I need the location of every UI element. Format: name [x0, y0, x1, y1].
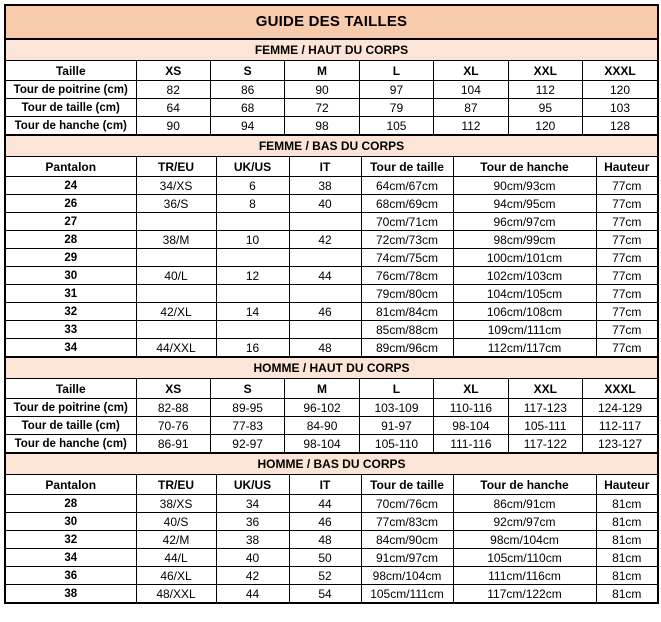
cell: 84-90 [285, 417, 359, 435]
cell: 92cm/97cm [453, 513, 596, 531]
cell: 48/XXL [136, 585, 216, 603]
cell: 64 [136, 99, 210, 117]
cell: 85cm/88cm [361, 321, 453, 339]
table-row [6, 417, 657, 435]
column-header: Tour de taille [361, 475, 453, 495]
cell [289, 213, 361, 231]
cell: 44/L [136, 549, 216, 567]
column-header: L [359, 61, 433, 81]
column-header: Taille [6, 379, 136, 399]
cell: 70-76 [136, 417, 210, 435]
section-homme-bas-du-corps [6, 452, 657, 602]
row-label: 29 [6, 249, 136, 267]
header-row [6, 475, 657, 495]
table-row [6, 585, 657, 603]
cell: 77-83 [210, 417, 284, 435]
cell: 77cm [596, 267, 657, 285]
cell [289, 285, 361, 303]
table-row [6, 435, 657, 453]
cell: 117-122 [508, 435, 582, 453]
cell: 105 [359, 117, 433, 135]
femme-bas-table [6, 157, 657, 356]
column-header: Taille [6, 61, 136, 81]
cell: 40/S [136, 513, 216, 531]
table-row [6, 513, 657, 531]
cell: 48 [289, 339, 361, 357]
table-row [6, 231, 657, 249]
cell: 111cm/116cm [453, 567, 596, 585]
cell: 105-110 [359, 435, 433, 453]
cell: 77cm/83cm [361, 513, 453, 531]
page-title: GUIDE DES TAILLES [6, 6, 657, 38]
cell: 105-111 [508, 417, 582, 435]
cell [136, 249, 216, 267]
cell: 112 [508, 81, 582, 99]
cell: 98 [285, 117, 359, 135]
row-label: 30 [6, 267, 136, 285]
cell [136, 213, 216, 231]
cell: 89cm/96cm [361, 339, 453, 357]
table-row [6, 339, 657, 357]
cell: 91cm/97cm [361, 549, 453, 567]
cell: 112-117 [583, 417, 657, 435]
table-row [6, 567, 657, 585]
cell: 68 [210, 99, 284, 117]
cell: 98-104 [434, 417, 508, 435]
header-row [6, 379, 657, 399]
cell: 42/M [136, 531, 216, 549]
row-label: Tour de taille (cm) [6, 99, 136, 117]
cell: 52 [289, 567, 361, 585]
column-header: XXXL [583, 379, 657, 399]
column-header: Pantalon [6, 157, 136, 177]
column-header: L [359, 379, 433, 399]
cell: 40 [216, 549, 289, 567]
cell: 81cm/84cm [361, 303, 453, 321]
column-header: UK/US [216, 475, 289, 495]
column-header: IT [289, 157, 361, 177]
cell: 70cm/76cm [361, 495, 453, 513]
row-label: 27 [6, 213, 136, 231]
table-row [6, 303, 657, 321]
cell: 103 [583, 99, 657, 117]
cell: 48 [289, 531, 361, 549]
cell: 77cm [596, 285, 657, 303]
column-header: Hauteur [596, 475, 657, 495]
column-header: UK/US [216, 157, 289, 177]
cell: 38 [289, 177, 361, 195]
cell: 16 [216, 339, 289, 357]
cell: 8 [216, 195, 289, 213]
cell [289, 321, 361, 339]
column-header: XXL [508, 379, 582, 399]
cell: 6 [216, 177, 289, 195]
cell: 36/S [136, 195, 216, 213]
cell: 103-109 [359, 399, 433, 417]
column-header: XS [136, 379, 210, 399]
cell: 120 [583, 81, 657, 99]
row-label: Tour de poitrine (cm) [6, 81, 136, 99]
row-label: Tour de hanche (cm) [6, 435, 136, 453]
cell: 117cm/122cm [453, 585, 596, 603]
cell: 86 [210, 81, 284, 99]
cell: 104cm/105cm [453, 285, 596, 303]
cell: 46/XL [136, 567, 216, 585]
cell: 42 [289, 231, 361, 249]
cell: 77cm [596, 177, 657, 195]
table-row [6, 267, 657, 285]
table-row [6, 81, 657, 99]
cell: 81cm [596, 513, 657, 531]
cell: 38/XS [136, 495, 216, 513]
table-row [6, 321, 657, 339]
row-label: Tour de hanche (cm) [6, 117, 136, 135]
row-label: 36 [6, 567, 136, 585]
cell: 112 [434, 117, 508, 135]
column-header: Hauteur [596, 157, 657, 177]
column-header: M [285, 61, 359, 81]
cell: 110-116 [434, 399, 508, 417]
row-label: 32 [6, 303, 136, 321]
column-header: IT [289, 475, 361, 495]
column-header: S [210, 61, 284, 81]
cell: 123-127 [583, 435, 657, 453]
cell: 90 [285, 81, 359, 99]
cell [216, 213, 289, 231]
homme-bas-table [6, 475, 657, 602]
section-header-homme-haut: HOMME / HAUT DU CORPS [6, 356, 657, 379]
cell: 82 [136, 81, 210, 99]
header-row [6, 157, 657, 177]
row-label: 31 [6, 285, 136, 303]
column-header: XS [136, 61, 210, 81]
cell: 96cm/97cm [453, 213, 596, 231]
cell [136, 285, 216, 303]
table-row [6, 177, 657, 195]
cell [136, 321, 216, 339]
cell: 98cm/104cm [453, 531, 596, 549]
cell [216, 249, 289, 267]
cell: 77cm [596, 249, 657, 267]
cell: 89-95 [210, 399, 284, 417]
cell: 34 [216, 495, 289, 513]
cell: 38 [216, 531, 289, 549]
section-femme-haut-du-corps [6, 38, 657, 134]
cell: 104 [434, 81, 508, 99]
cell: 81cm [596, 495, 657, 513]
cell: 98cm/104cm [361, 567, 453, 585]
cell: 96-102 [285, 399, 359, 417]
column-header: XXL [508, 61, 582, 81]
section-header-homme-bas: HOMME / BAS DU CORPS [6, 452, 657, 475]
row-label: 28 [6, 231, 136, 249]
cell: 68cm/69cm [361, 195, 453, 213]
cell: 81cm [596, 585, 657, 603]
cell: 120 [508, 117, 582, 135]
cell: 72cm/73cm [361, 231, 453, 249]
section-header-femme-bas: FEMME / BAS DU CORPS [6, 134, 657, 157]
cell: 42 [216, 567, 289, 585]
column-header: M [285, 379, 359, 399]
row-label: 26 [6, 195, 136, 213]
cell: 105cm/110cm [453, 549, 596, 567]
cell: 77cm [596, 303, 657, 321]
cell: 84cm/90cm [361, 531, 453, 549]
row-label: Tour de poitrine (cm) [6, 399, 136, 417]
table-row [6, 117, 657, 135]
table-row [6, 399, 657, 417]
cell: 100cm/101cm [453, 249, 596, 267]
row-label: 28 [6, 495, 136, 513]
cell: 77cm [596, 339, 657, 357]
cell: 54 [289, 585, 361, 603]
cell: 87 [434, 99, 508, 117]
cell: 112cm/117cm [453, 339, 596, 357]
cell: 92-97 [210, 435, 284, 453]
table-row [6, 549, 657, 567]
column-header: XL [434, 61, 508, 81]
femme-haut-table [6, 61, 657, 134]
cell: 79cm/80cm [361, 285, 453, 303]
cell: 42/XL [136, 303, 216, 321]
table-row [6, 99, 657, 117]
cell: 98-104 [285, 435, 359, 453]
cell: 44 [289, 267, 361, 285]
cell: 90 [136, 117, 210, 135]
cell: 79 [359, 99, 433, 117]
cell: 12 [216, 267, 289, 285]
section-homme-haut-du-corps [6, 356, 657, 452]
row-label: 34 [6, 549, 136, 567]
row-label: 34 [6, 339, 136, 357]
column-header: Tour de hanche [453, 157, 596, 177]
row-label: 33 [6, 321, 136, 339]
cell: 117-123 [508, 399, 582, 417]
cell: 90cm/93cm [453, 177, 596, 195]
cell: 82-88 [136, 399, 210, 417]
cell: 74cm/75cm [361, 249, 453, 267]
cell: 91-97 [359, 417, 433, 435]
section-header-femme-haut: FEMME / HAUT DU CORPS [6, 38, 657, 61]
column-header: TR/EU [136, 475, 216, 495]
cell: 86cm/91cm [453, 495, 596, 513]
cell: 46 [289, 303, 361, 321]
cell: 72 [285, 99, 359, 117]
cell: 50 [289, 549, 361, 567]
table-row [6, 285, 657, 303]
cell: 10 [216, 231, 289, 249]
cell: 81cm [596, 549, 657, 567]
cell: 94 [210, 117, 284, 135]
cell: 36 [216, 513, 289, 531]
cell: 81cm [596, 567, 657, 585]
cell: 40 [289, 195, 361, 213]
cell: 77cm [596, 213, 657, 231]
cell: 76cm/78cm [361, 267, 453, 285]
cell: 106cm/108cm [453, 303, 596, 321]
cell: 98cm/99cm [453, 231, 596, 249]
cell: 77cm [596, 321, 657, 339]
cell: 77cm [596, 195, 657, 213]
table-row [6, 249, 657, 267]
section-femme-bas-du-corps [6, 134, 657, 356]
row-label: 24 [6, 177, 136, 195]
column-header: S [210, 379, 284, 399]
column-header: XL [434, 379, 508, 399]
table-row [6, 531, 657, 549]
column-header: Tour de hanche [453, 475, 596, 495]
cell: 46 [289, 513, 361, 531]
cell: 44 [289, 495, 361, 513]
cell: 102cm/103cm [453, 267, 596, 285]
cell: 124-129 [583, 399, 657, 417]
cell: 81cm [596, 531, 657, 549]
cell: 14 [216, 303, 289, 321]
header-row [6, 61, 657, 81]
cell: 40/L [136, 267, 216, 285]
cell [216, 321, 289, 339]
cell: 128 [583, 117, 657, 135]
cell: 44/XXL [136, 339, 216, 357]
cell [289, 249, 361, 267]
cell: 44 [216, 585, 289, 603]
cell: 95 [508, 99, 582, 117]
cell: 70cm/71cm [361, 213, 453, 231]
cell: 109cm/111cm [453, 321, 596, 339]
cell: 97 [359, 81, 433, 99]
table-row [6, 495, 657, 513]
cell: 94cm/95cm [453, 195, 596, 213]
cell: 86-91 [136, 435, 210, 453]
column-header: XXXL [583, 61, 657, 81]
size-guide-panel [4, 4, 659, 604]
cell: 34/XS [136, 177, 216, 195]
cell: 77cm [596, 231, 657, 249]
column-header: Tour de taille [361, 157, 453, 177]
table-row [6, 213, 657, 231]
cell: 105cm/111cm [361, 585, 453, 603]
row-label: 32 [6, 531, 136, 549]
homme-haut-table [6, 379, 657, 452]
cell: 64cm/67cm [361, 177, 453, 195]
cell: 38/M [136, 231, 216, 249]
row-label: Tour de taille (cm) [6, 417, 136, 435]
column-header: TR/EU [136, 157, 216, 177]
cell: 111-116 [434, 435, 508, 453]
column-header: Pantalon [6, 475, 136, 495]
row-label: 30 [6, 513, 136, 531]
row-label: 38 [6, 585, 136, 603]
cell [216, 285, 289, 303]
table-row [6, 195, 657, 213]
